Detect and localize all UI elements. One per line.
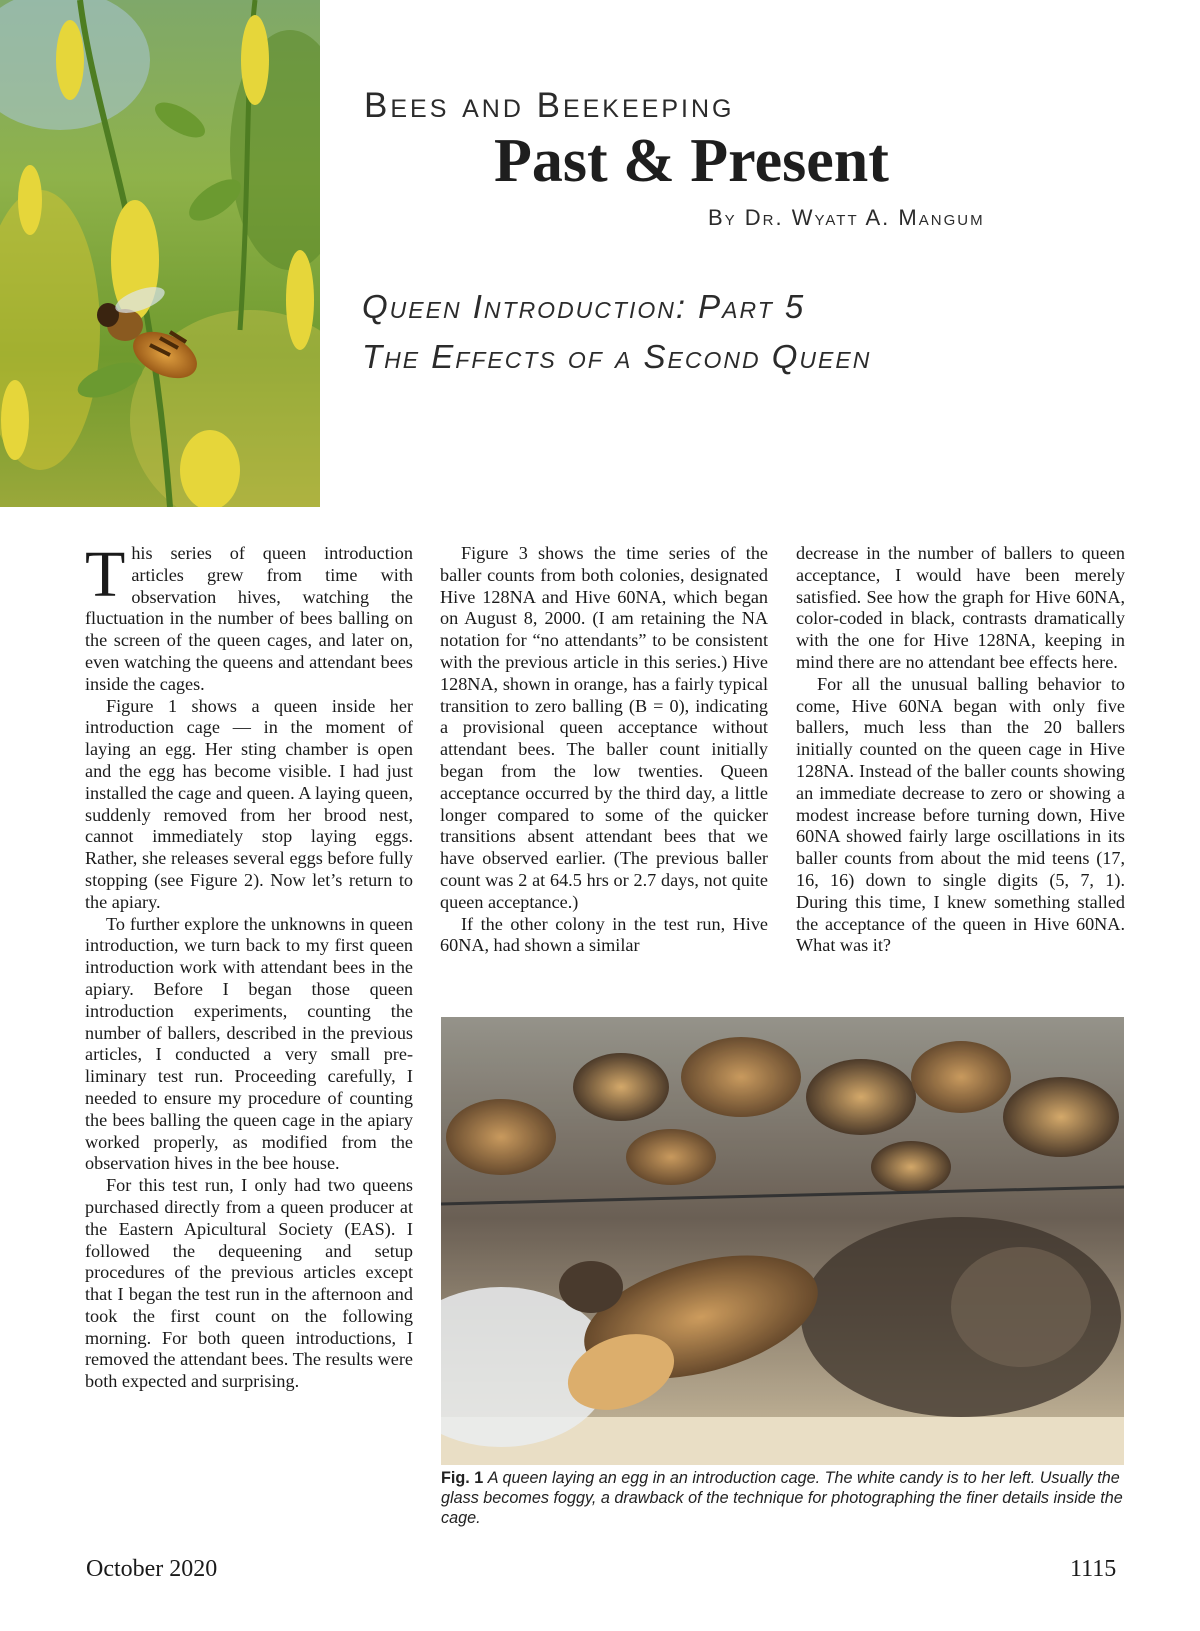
header-photo-bee-on-clover: [0, 0, 320, 507]
text-column-1: [85, 543, 413, 1533]
paragraph: If the other colony in the test run, Hive 60NA, had shown a similar: [440, 913, 768, 956]
issue-date: October 2020: [86, 1556, 218, 1582]
paragraph: This series of queen introduction articles grew from time with observation hives, watching the fluctuation in the number of bees balling on the screen of the queen cages, and later on, even watching the queens and attendant bees inside the cages.: [85, 543, 413, 694]
article-subtitle-topic: The Effects of a Second Queen: [362, 338, 872, 375]
text-column-2: [440, 543, 768, 1003]
paragraph: Figure 1 shows a queen inside her introduction cage — in the moment of laying an egg. Her sting chamber is open and the egg has become visible. I had just installed the cage and queen. A laying queen, suddenly removed from her brood nest, cannot immediately stop laying eggs. Rather, she releases several eggs before fully stopping (see Figure 2). Now let’s return to the apiary.: [85, 695, 413, 912]
text-column-3: [796, 543, 1125, 1003]
figure-1-caption: [441, 1468, 1131, 1528]
paragraph: For all the unusual balling behavior to come, Hive 60NA began with only five ballers, much less than the 20 ballers initially counted on the queen cage in Hive 128NA. Instead of the baller counts showing an immediate decrease to zero or showing a modest increase before turning down, Hive 60NA showed fairly large oscillations in its baller counts from about the mid teens (17, 16, 16) down to single digits (5, 7, 1). During this time, I knew something stalled the acceptance of the queen in Hive 60NA. What was it?: [796, 673, 1125, 956]
figure-1-photo: [441, 1017, 1124, 1465]
figure-label: Fig. 1: [441, 1469, 484, 1487]
series-title: Bees and Beekeeping: [364, 86, 735, 125]
paragraph: Figure 3 shows the time series of the baller counts from both colonies, designated Hive 128NA and Hive 60NA, which began on August 8, 2000. (I am retaining the NA notation for “no attendants” to be consistent with the previous article in this series.) Hive 128NA, shown in orange, has a fairly typical transition to zero balling (B = 0), indicating a provisional queen acceptance without attendant bees. The baller count initially began from the low twenties. Queen acceptance occurred by the third day, a little longer compared to some of the quicker transitions absent attendant bees that we have observed earlier. (The previous baller count was 2 at 64.5 hrs or 2.7 days, not quite queen acceptance.): [440, 543, 768, 912]
author-byline: By Dr. Wyatt A. Mangum: [708, 205, 985, 230]
article-subtitle-part: Queen Introduction: Part 5: [362, 288, 806, 325]
figure-caption-text: A queen laying an egg in an introduction cage. The white candy is to her left. Usually the glass becomes foggy, a drawback of the technique for photographing the finer details inside the cage.: [441, 1469, 1123, 1527]
drop-cap: T: [85, 543, 126, 611]
paragraph: decrease in the number of ballers to queen acceptance, I would have been merely satisfied. See how the graph for Hive 60NA, color-coded in black, contrasts dramatically with the one for Hive 128NA, keeping in mind there are no attendant bee effects here.: [796, 543, 1125, 672]
paragraph: For this test run, I only had two queens purchased directly from a queen producer at the Eastern Apicultural Society (EAS). I followed the dequeening and setup procedures of the previous articles except that I began the test run in the afternoon and took the first count on the following morning. For both queen introductions, I removed the attendant bees. The results were both expected and surprising.: [85, 1175, 413, 1392]
paragraph: To further explore the unknowns in queen introduction, we turn back to my first queen introduction work with attendant bees in the apiary. Before I began those queen introduction experiments, counting the number of ballers, described in the previous articles, I conducted a very small preliminary test run. Proceeding carefully, I needed to ensure my procedure of counting the bees balling the queen cage in the apiary worked properly, as modified from the observation hives in the bee house.: [85, 913, 413, 1174]
column-title: Past & Present: [494, 127, 889, 195]
page-number: 1115: [1070, 1556, 1117, 1582]
